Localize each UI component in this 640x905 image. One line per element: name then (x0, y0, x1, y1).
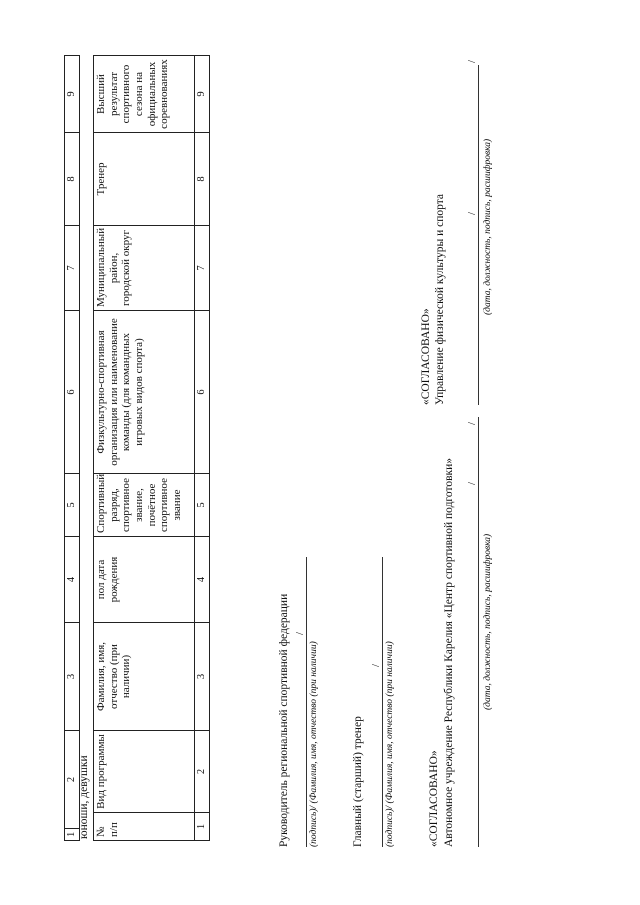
bottom-num-cell: 6 (195, 311, 210, 474)
slash-mark: / (466, 481, 478, 485)
slash-mark: / (294, 631, 306, 635)
header-number: № п/п (94, 813, 195, 841)
head-coach-label: Главный (старший) тренер (352, 716, 364, 847)
approval-2-hint: (дата, должность, подпись, расшифровка) (483, 138, 493, 315)
top-num-cell: 4 (65, 537, 80, 623)
header-best-result: Высший результат спортивного сезона на официальных соревнованиях (94, 56, 195, 133)
header-municipality: Муниципальный район, городской округ (94, 226, 195, 311)
bottom-num-cell: 8 (195, 133, 210, 226)
top-num-cell: 5 (65, 474, 80, 537)
top-num-cell: 3 (65, 623, 80, 731)
header-program: Вид программы (94, 731, 195, 813)
header-coach: Тренер (94, 133, 195, 226)
header-full-name: Фамилия, имя, отчество (при наличии) (94, 623, 195, 731)
federation-head-label: Руководитель региональной спортивной федерации (278, 593, 290, 847)
head-coach-hint: (подпись)/ (Фамилия, имя, отчество (при наличии) (385, 641, 395, 847)
bottom-num-cell: 9 (195, 56, 210, 133)
participants-table (93, 55, 210, 841)
bottom-num-cell: 2 (195, 731, 210, 813)
top-numbering-table (64, 55, 80, 841)
approval-1-org: Автономное учреждение Республики Карелия «Центр спортивной подготовки» (443, 458, 455, 847)
approval-1-signature-line (478, 417, 479, 847)
approval-2-signature-line (478, 65, 479, 405)
bottom-num-cell: 7 (195, 226, 210, 311)
bottom-num-cell: 1 (195, 813, 210, 841)
bottom-num-cell: 4 (195, 537, 210, 623)
top-num-cell: 8 (65, 133, 80, 226)
approval-2-org: Управление физической культуры и спорта (434, 193, 446, 405)
section-title: юноши, девушки (78, 755, 90, 839)
approval-2-title: «СОГЛАСОВАНО» (420, 308, 432, 405)
federation-head-signature-line (306, 557, 307, 847)
federation-head-hint: (подпись)/ (Фамилия, имя, отчество (при наличии) (309, 641, 319, 847)
slash-mark: / (466, 59, 478, 63)
header-sport-rank: Спортивный разряд, спортивное звание, почётное спортивное звание (94, 474, 195, 537)
slash-mark: / (466, 421, 478, 425)
top-num-cell: 9 (65, 56, 80, 133)
bottom-num-cell: 3 (195, 623, 210, 731)
slash-mark: / (370, 663, 382, 667)
approval-1-hint: (дата, должность, подпись, расшифровка) (483, 533, 493, 710)
bottom-num-cell: 5 (195, 474, 210, 537)
top-num-cell: 2 (65, 731, 80, 829)
top-num-cell: 6 (65, 311, 80, 474)
top-num-cell: 1 (65, 829, 80, 841)
top-num-cell: 7 (65, 226, 80, 311)
approval-1-title: «СОГЛАСОВАНО» (428, 750, 440, 847)
slash-mark: / (466, 211, 478, 215)
head-coach-signature-line (382, 557, 383, 847)
header-gender-birthdate: пол дата рождения (94, 537, 195, 623)
header-organization: Физкультурно-спортивная организация или наименование команды (для командных игровых видов спорта) (94, 311, 195, 474)
